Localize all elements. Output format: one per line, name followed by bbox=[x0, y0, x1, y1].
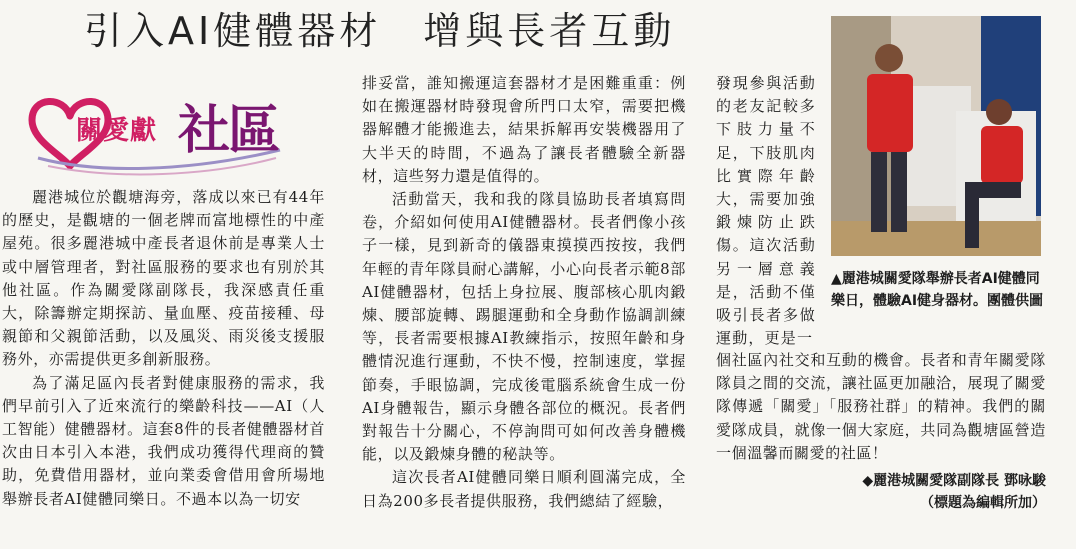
paragraph: 為了滿足區內長者對健康服務的需求，我們早前引入了近來流行的樂齡科技——AI（人工智能）健體器材。這套8件的長者健體器材首次由日本引入本港，我們成功獲得代理商的贊助，免費借用器材，並向業委會借用會所場地舉辦長者AI健體同樂日。不過本以為一切安 bbox=[2, 373, 325, 508]
article-column-1 bbox=[2, 186, 325, 511]
article-column-3-wide bbox=[716, 349, 1046, 465]
byline bbox=[780, 470, 1046, 514]
paragraph: 個社區內社交和互動的機會。長者和青年關愛隊隊員之間的交流，讓社區更加融洽，展現了關愛隊傳遞「關愛」「服務社群」的精神。我們的關愛隊成員，就像一個大家庭，共同為觀塘區營造一個溫馨而關愛的社區！ bbox=[716, 351, 1046, 462]
paragraph: 發現參與活動的老友記較多下肢力量不足，下肢肌肉比實際年齡大，需要加強鍛煉防止跌傷。這次活動另一層意義是，活動不僅吸引長者多做運動，更是一 bbox=[716, 74, 816, 348]
paragraph: 活動當天，我和我的隊員協助長者填寫問卷，介紹如何使用AI健體器材。長者們像小孩子一樣，見到新奇的儀器東摸摸西按按，我們年輕的青年隊員耐心講解，小心向長者示範8部AI健體器材，包括上身拉展、腹部核心肌肉鍛煉、腰部旋轉、踢腿運動和全身動作協調訓練等，長者需要根據AI教練指示，按照年齡和身體情況進行運動，不快不慢，控制速度，掌握節奏，手眼協調，完成後電腦系統會生成一份AI身體報告，顯示身體各部位的概況。長者們對報告十分關心，不停詢問可如何改善身體機能，以及鍛煉身體的秘訣等。 bbox=[362, 190, 686, 464]
photo-credit: 團體供圖 bbox=[987, 293, 1043, 309]
paragraph: 這次長者AI健體同樂日順利圓滿完成，全日為200多長者提供服務，我們總結了經驗， bbox=[362, 468, 686, 510]
photo-caption bbox=[831, 268, 1043, 312]
article-photo bbox=[831, 16, 1041, 256]
logo-small-text: 關愛獻 bbox=[76, 116, 158, 146]
editor-note: （標題為編輯所加） bbox=[920, 495, 1046, 511]
column-logo bbox=[18, 88, 288, 180]
caption-text: ▲麗港城關愛隊舉辦長者AI健體同樂日，體驗AI健身器材。 bbox=[831, 271, 1040, 309]
paragraph: 麗港城位於觀塘海旁，落成以來已有44年的歷史，是觀塘的一個老牌而富地標性的中產屋苑。很多麗港城中產長者退休前是專業人士或中層管理者，對社區服務的要求也有別於其他社區。作為關愛隊副隊長，我深感責任重大，除籌辦定期探訪、量血壓、疫苗接種、母親節和父親節活動，以及風災、雨災後支援服務外，亦需提供更多創新服務。 bbox=[2, 188, 325, 369]
logo-big-text: 社區 bbox=[178, 100, 279, 161]
author-line: ◆麗港城關愛隊副隊長 鄧咏駿 bbox=[862, 473, 1046, 489]
article-headline: 引入AI健體器材 增與長者互動 bbox=[84, 9, 676, 53]
article-column-2 bbox=[362, 72, 686, 513]
article-column-3-narrow bbox=[716, 72, 816, 350]
paragraph: 排妥當，誰知搬運這套器材才是困難重重：例如在搬運器材時發現會所門口太窄，需要把機器解體才能搬進去，結果拆解再安裝機器用了大半天的時間，不過為了讓長者體驗全新器材，這些努力還是值得的。 bbox=[362, 74, 686, 185]
